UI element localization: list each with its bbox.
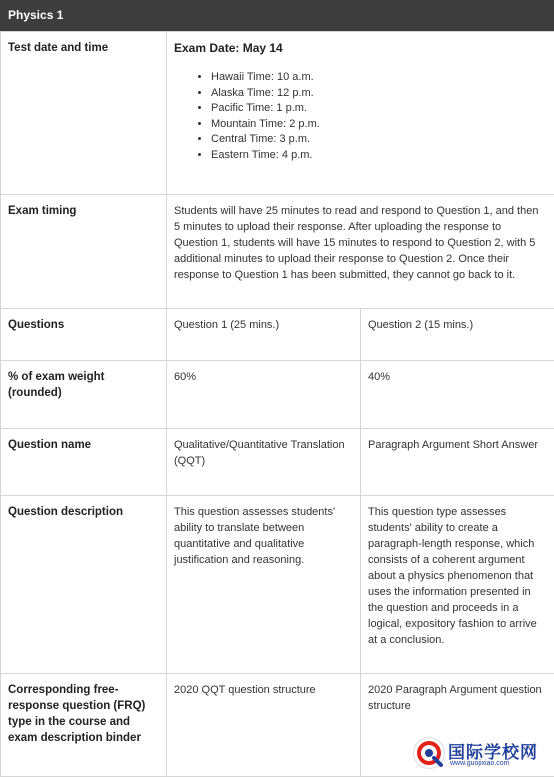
weight-q2-cell: 40%: [361, 361, 554, 429]
list-item: • Central Time: 3 p.m.: [211, 132, 547, 148]
list-item: • Alaska Time: 12 p.m.: [211, 86, 547, 102]
row-label: Test date and time: [1, 32, 167, 195]
watermark-logo: [414, 736, 554, 776]
table-row-questions: [1, 309, 554, 361]
timing-text: Students will have 25 minutes to read and respond to Question 1, and then 5 minutes to upload their response. After uploading the response to Question 1, students will have 15 minutes to respond to Question 2, with 5 additional minutes to upload their response to Question 2. Once their response to Question 1 has been submitted, they cannot go back to it.: [167, 195, 554, 309]
description-q2-cell: This question type assesses students' ability to create a paragraph-length response, which consists of a coherent argument about a physics phenomenon that uses the information presented in the question and proceeds in a logical, expository fashion to arrive at a conclusion.: [361, 496, 554, 674]
row-label: Corresponding free-response question (FRQ) type in the course and exam description binder: [1, 674, 167, 777]
table-header: Physics 1: [0, 0, 554, 31]
table-row-weight: [1, 361, 554, 429]
exam-info-table: [0, 31, 554, 777]
list-item: • Eastern Time: 4 p.m.: [211, 148, 547, 164]
weight-q1-cell: 60%: [167, 361, 361, 429]
row-label: % of exam weight (rounded): [1, 361, 167, 429]
question-1-cell: Question 1 (25 mins.): [167, 309, 361, 361]
name-q2-cell: Paragraph Argument Short Answer: [361, 429, 554, 496]
table-row-description: [1, 496, 554, 674]
list-item: • Hawaii Time: 10 a.m.: [211, 70, 547, 86]
list-item: • Mountain Time: 2 p.m.: [211, 117, 547, 133]
row-label: Questions: [1, 309, 167, 361]
exam-date: Exam Date: May 14: [174, 40, 547, 56]
test-date-cell: [167, 32, 554, 195]
time-list: [174, 70, 547, 163]
description-q1-cell: This question assesses students' ability to translate between quantitative and qualitative justification and reasoning.: [167, 496, 361, 674]
table-row-test-date: [1, 32, 554, 195]
name-q1-cell: Qualitative/Quantitative Translation (QQT): [167, 429, 361, 496]
row-label: Question name: [1, 429, 167, 496]
table-row-question-name: [1, 429, 554, 496]
watermark-text: 国际学校网: [448, 738, 538, 763]
row-label: Question description: [1, 496, 167, 674]
list-item: • Pacific Time: 1 p.m.: [211, 101, 547, 117]
row-label: Exam timing: [1, 195, 167, 309]
logo-icon: [414, 738, 444, 768]
watermark-subtext: www.guojixiao.com: [450, 760, 510, 767]
frq-q2-cell: 2020 Paragraph Argument question structure: [361, 674, 554, 777]
frq-q1-cell: 2020 QQT question structure: [167, 674, 361, 777]
question-2-cell: Question 2 (15 mins.): [361, 309, 554, 361]
table-row-timing: [1, 195, 554, 309]
